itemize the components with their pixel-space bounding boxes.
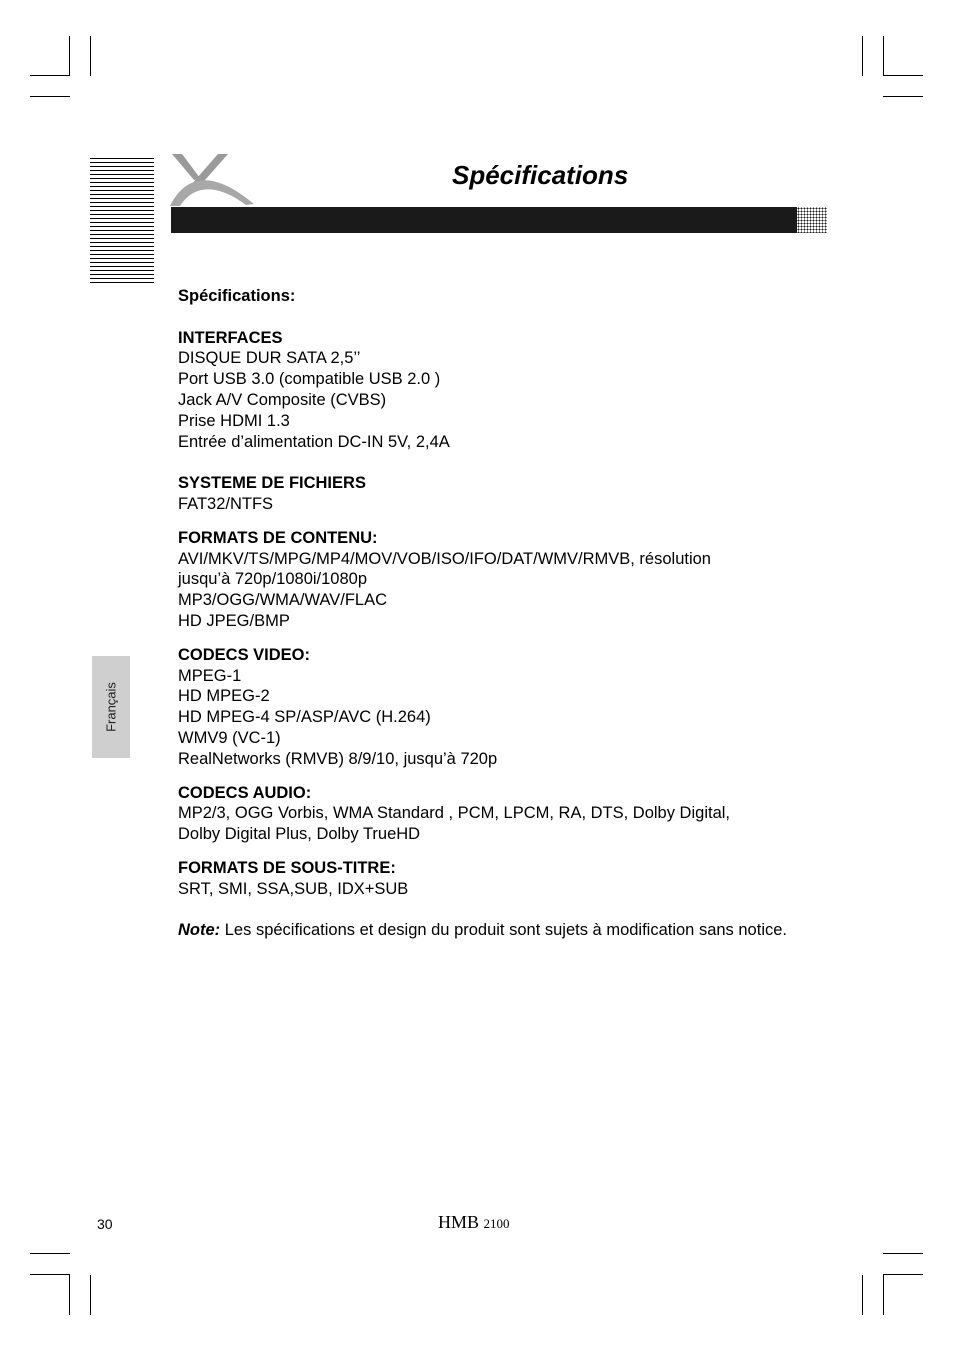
crop-mark: [862, 36, 863, 76]
spec-line: MP2/3, OGG Vorbis, WMA Standard , PCM, LPCM, RA, DTS, Dolby Digital,: [178, 804, 730, 823]
spec-line: HD MPEG-4 SP/ASP/AVC (H.264): [178, 708, 431, 727]
crop-mark: [883, 75, 923, 76]
spec-line: jusqu’à 720p/1080i/1080p: [178, 570, 368, 589]
spec-intro: Spécifications:: [178, 287, 296, 305]
spec-line: AVI/MKV/TS/MPG/MP4/MOV/VOB/ISO/IFO/DAT/WMV/RMVB, résolution: [178, 549, 711, 568]
language-tab: [92, 656, 130, 758]
spec-line: Dolby Digital Plus, Dolby TrueHD: [178, 825, 421, 844]
language-tab-label: Français: [103, 682, 119, 732]
spec-content: [178, 286, 820, 941]
crop-mark: [862, 1275, 863, 1315]
spec-line: MPEG-1: [178, 666, 242, 685]
model-name: [438, 1212, 510, 1233]
page-title: Spécifications: [452, 160, 629, 190]
section-heading: INTERFACES: [178, 328, 283, 347]
spec-line: FAT32/NTFS: [178, 494, 274, 513]
header-banner: [171, 207, 797, 233]
crop-mark: [30, 75, 70, 76]
model-name-text: HMB: [438, 1212, 480, 1232]
section-heading: FORMATS DE SOUS-TITRE:: [178, 858, 396, 877]
crop-mark: [90, 1275, 91, 1315]
page-number: 30: [97, 1216, 113, 1232]
note-text: Les spécifications et design du produit sont sujets à modification sans notice.: [220, 921, 787, 940]
spec-line: Prise HDMI 1.3: [178, 411, 290, 430]
crop-mark: [883, 1274, 923, 1275]
spec-line: SRT, SMI, SSA,SUB, IDX+SUB: [178, 879, 409, 898]
spec-line: RealNetworks (RMVB) 8/9/10, jusqu’à 720p: [178, 749, 498, 768]
note-label: Note:: [178, 921, 221, 940]
header-banner-dither: [797, 207, 827, 233]
crop-mark: [30, 1253, 70, 1254]
crop-mark: [69, 1275, 70, 1315]
x-logo-icon: [168, 150, 258, 208]
note-paragraph: [178, 920, 820, 941]
crop-mark: [883, 36, 884, 76]
crop-mark: [883, 96, 923, 97]
spec-line: Entrée d’alimentation DC-IN 5V, 2,4A: [178, 432, 450, 451]
crop-mark: [883, 1275, 884, 1315]
spec-line: Jack A/V Composite (CVBS): [178, 390, 387, 409]
section-heading: FORMATS DE CONTENU:: [178, 528, 378, 547]
section-heading: CODECS VIDEO:: [178, 645, 311, 664]
spec-line: WMV9 (VC-1): [178, 728, 281, 747]
crop-mark: [69, 36, 70, 76]
crop-mark: [90, 36, 91, 76]
spec-line: DISQUE DUR SATA 2,5’’: [178, 349, 361, 368]
spec-line: HD JPEG/BMP: [178, 611, 290, 630]
crop-mark: [30, 96, 70, 97]
section-heading: CODECS AUDIO:: [178, 783, 312, 802]
spec-line: HD MPEG-2: [178, 687, 270, 706]
crop-mark: [883, 1253, 923, 1254]
header-stripes: [90, 158, 154, 284]
section-heading: SYSTEME DE FICHIERS: [178, 474, 366, 493]
model-number: 2100: [483, 1216, 510, 1231]
crop-mark: [30, 1274, 70, 1275]
spec-line: MP3/OGG/WMA/WAV/FLAC: [178, 591, 388, 610]
spec-line: Port USB 3.0 (compatible USB 2.0 ): [178, 370, 441, 389]
